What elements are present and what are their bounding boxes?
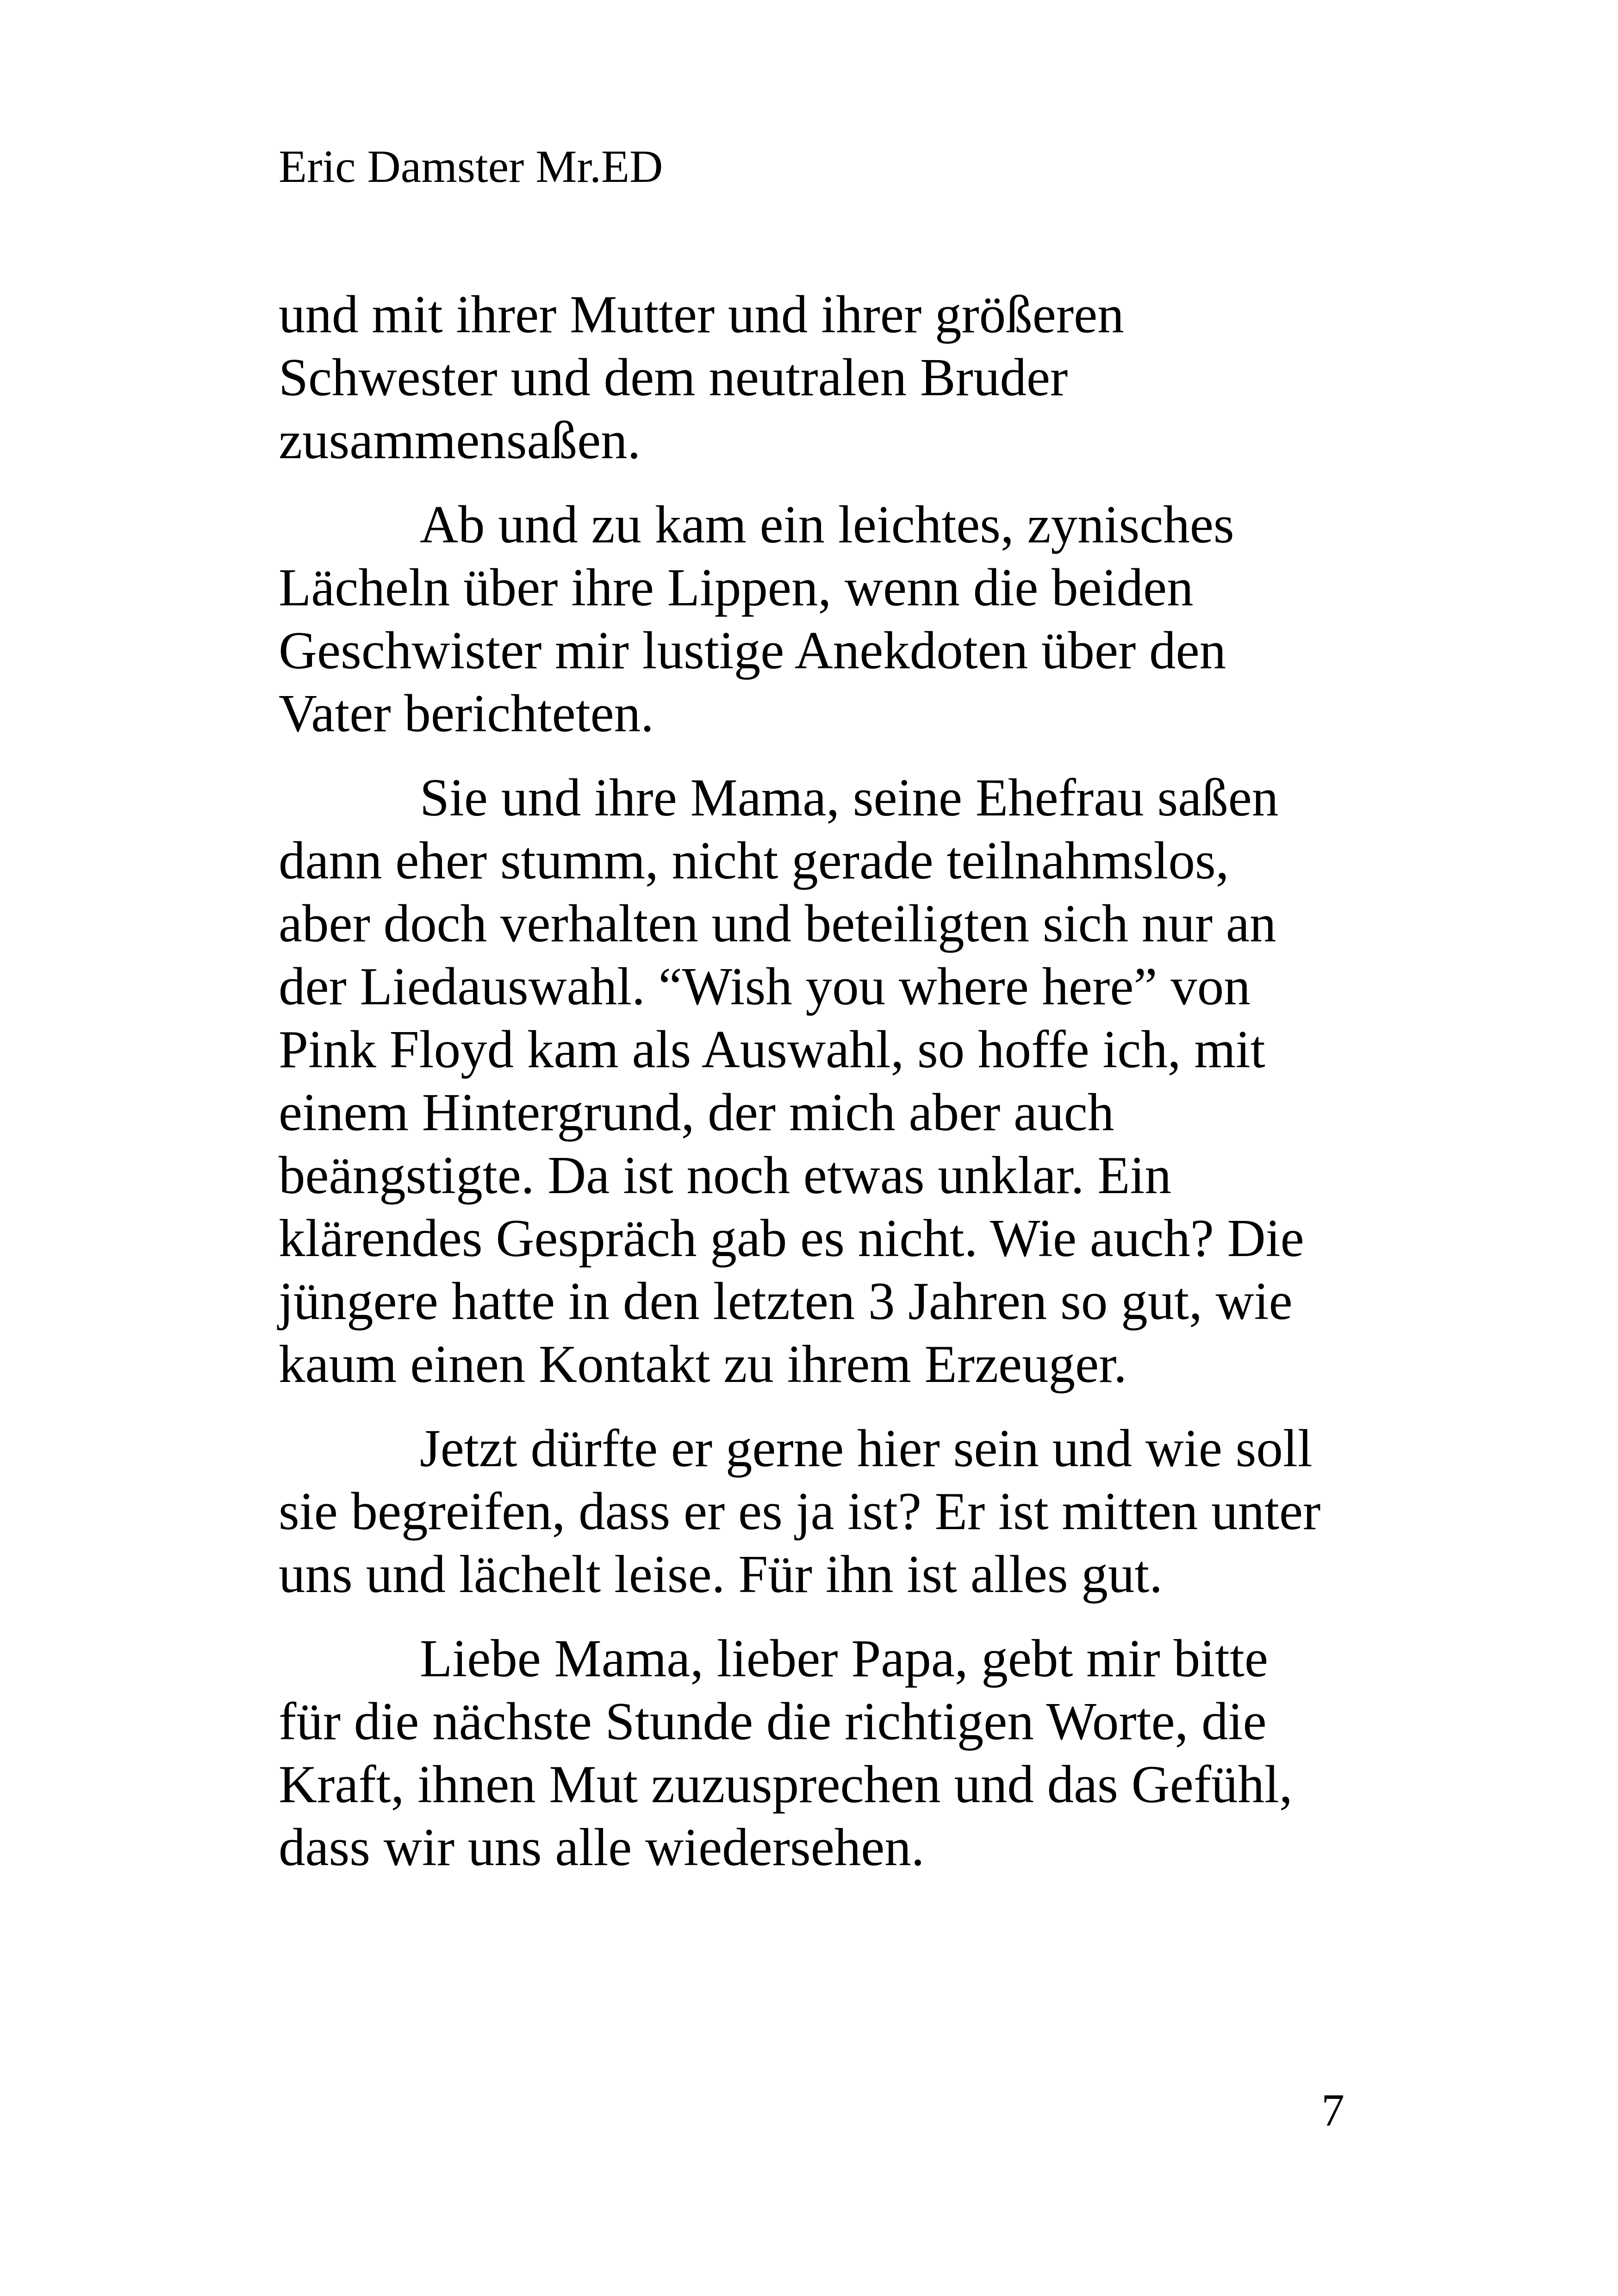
text-line: Ab und zu kam ein leichtes, zynisches — [420, 495, 1234, 554]
text-line: Vater berichteten. — [279, 684, 654, 743]
text-line: dass wir uns alle wiedersehen. — [279, 1818, 925, 1877]
body-text — [279, 283, 1445, 1900]
text-line: Geschwister mir lustige Anekdoten über den — [279, 621, 1226, 680]
paragraph-1 — [279, 283, 1445, 472]
paragraph-3 — [279, 766, 1445, 1396]
text-line: Pink Floyd kam als Auswahl, so hoffe ich, mit — [279, 1020, 1265, 1079]
text-line: Kraft, ihnen Mut zuzusprechen und das Gefühl, — [279, 1755, 1293, 1814]
paragraph-2 — [279, 493, 1445, 745]
text-line: der Liedauswahl. “Wish you where here” von — [279, 957, 1251, 1016]
running-head: Eric Damster Mr.ED — [279, 141, 663, 192]
text-line: und mit ihrer Mutter und ihrer größeren — [279, 285, 1124, 344]
text-line: kaum einen Kontakt zu ihrem Erzeuger. — [279, 1335, 1127, 1394]
text-line: jüngere hatte in den letzten 3 Jahren so gut, wie — [279, 1272, 1293, 1331]
text-line: Schwester und dem neutralen Bruder — [279, 348, 1068, 407]
text-line: beängstigte. Da ist noch etwas unklar. Ein — [279, 1146, 1172, 1205]
text-line: Jetzt dürfte er gerne hier sein und wie soll — [420, 1419, 1313, 1478]
text-line: für die nächste Stunde die richtigen Worte, die — [279, 1692, 1267, 1751]
text-line: aber doch verhalten und beteiligten sich nur an — [279, 894, 1276, 953]
text-line: sie begreifen, dass er es ja ist? Er ist mitten unter — [279, 1482, 1321, 1541]
text-line: uns und lächelt leise. Für ihn ist alles gut. — [279, 1545, 1163, 1604]
text-line: einem Hintergrund, der mich aber auch — [279, 1083, 1114, 1142]
paragraph-5 — [279, 1627, 1445, 1879]
text-line: klärendes Gespräch gab es nicht. Wie auch? Die — [279, 1209, 1304, 1268]
text-line: Lächeln über ihre Lippen, wenn die beiden — [279, 558, 1194, 617]
page-number: 7 — [1321, 2084, 1344, 2136]
text-line: dann eher stumm, nicht gerade teilnahmslos, — [279, 831, 1229, 890]
text-line: zusammensaßen. — [279, 411, 641, 470]
text-line: Sie und ihre Mama, seine Ehefrau saßen — [420, 768, 1279, 827]
paragraph-4 — [279, 1417, 1445, 1606]
text-line: Liebe Mama, lieber Papa, gebt mir bitte — [420, 1629, 1268, 1688]
